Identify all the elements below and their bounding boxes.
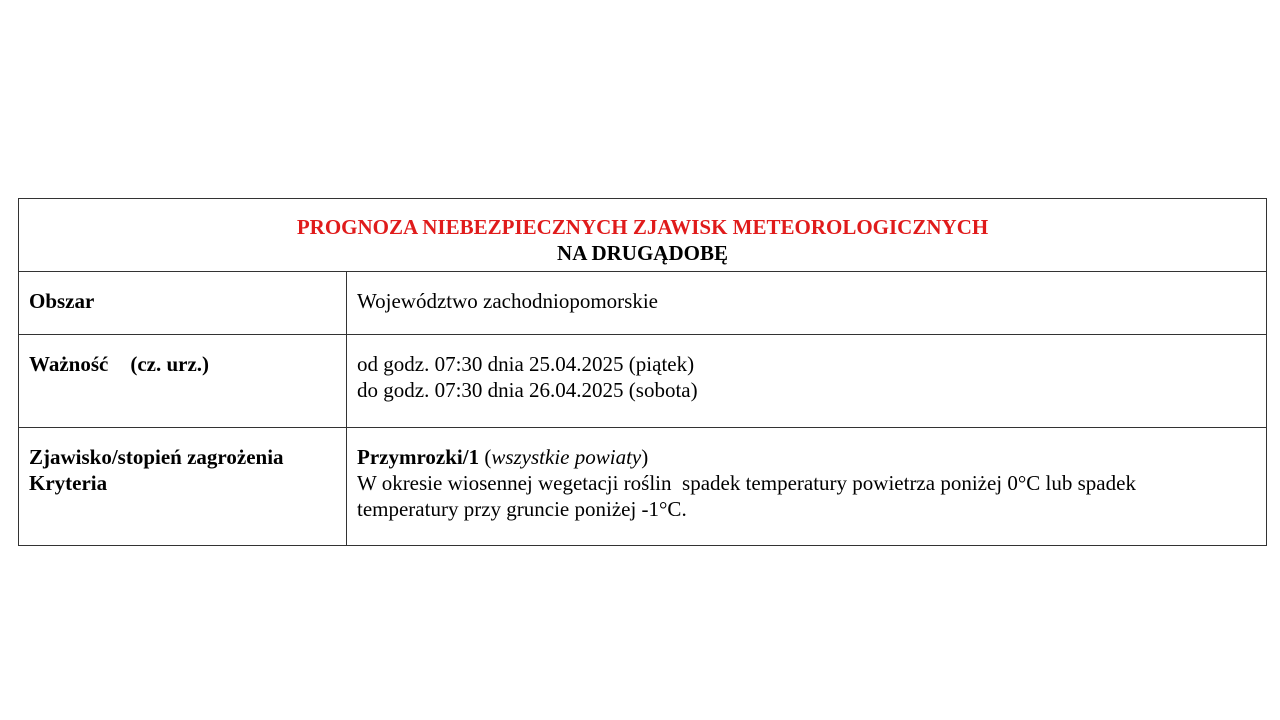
validity-from: od godz. 07:30 dnia 25.04.2025 (piątek) <box>357 352 695 376</box>
header-cell <box>19 199 1267 272</box>
area-row <box>19 272 1267 335</box>
warning-subtitle: NA DRUGĄDOBĘ <box>557 241 728 265</box>
warning-table <box>18 198 1267 546</box>
phenomenon-scope: wszystkie powiaty <box>491 445 642 469</box>
warning-title: PROGNOZA NIEBEZPIECZNYCH ZJAWISK METEOROLOGICZNYCH <box>296 215 989 239</box>
area-value-cell <box>347 272 1267 335</box>
validity-to: do godz. 07:30 dnia 26.04.2025 (sobota) <box>357 378 698 402</box>
phenomenon-label: Zjawisko/stopień zagrożenia <box>29 445 284 469</box>
phenomenon-line <box>357 444 1256 470</box>
criteria-line-2: temperatury przy gruncie poniżej -1°C. <box>357 497 687 521</box>
validity-label <box>29 351 336 377</box>
area-label-cell <box>19 272 347 335</box>
phenomenon-scope-open: ( <box>479 445 492 469</box>
area-value: Województwo zachodniopomorskie <box>357 289 658 313</box>
phenomenon-name: Przymrozki/1 <box>357 445 480 469</box>
phenomenon-value-cell <box>347 428 1267 546</box>
validity-value-cell <box>347 335 1267 428</box>
phenomenon-row <box>19 428 1267 546</box>
validity-label-sub: (cz. urz.) <box>130 352 210 376</box>
area-label: Obszar <box>29 289 95 313</box>
validity-row <box>19 335 1267 428</box>
phenomenon-scope-close: ) <box>641 445 649 469</box>
validity-label-main: Ważność <box>29 352 109 376</box>
validity-label-cell <box>19 335 347 428</box>
phenomenon-label-cell <box>19 428 347 546</box>
header-row <box>19 199 1267 272</box>
criteria-line-1: W okresie wiosennej wegetacji roślin spadek temperatury powietrza poniżej 0°C lub spadek <box>357 471 1136 495</box>
criteria-label: Kryteria <box>29 471 108 495</box>
